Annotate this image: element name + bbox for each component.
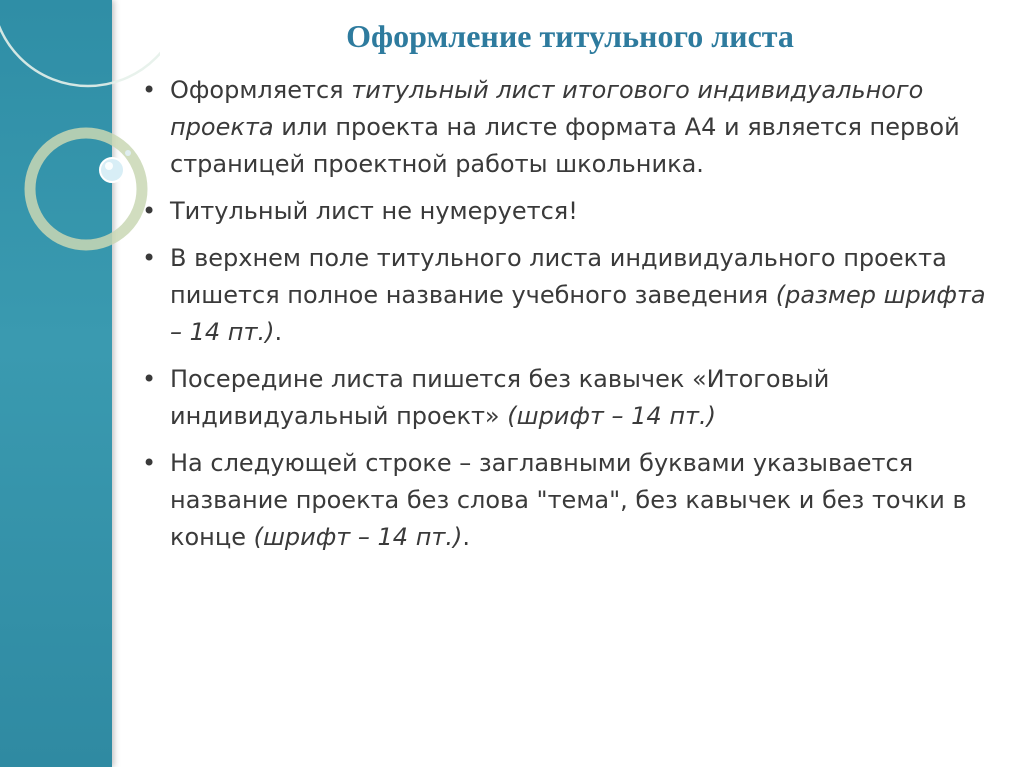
bullet-icon: • [142,365,157,393]
bullet-icon: • [142,244,157,272]
bullet-item [140,240,990,351]
bullet-text: Посередине листа пишется без кавычек «Итоговый индивидуальный проект» (шрифт – 14 пт.) [170,365,830,430]
bullet-text: Титульный лист не нумеруется! [170,197,578,225]
bullet-item [140,445,990,556]
bullet-text: Оформляется титульный лист итогового индивидуального проекта или проекта на листе формата А4 и является первой страницей проектной работы школьника. [170,76,960,178]
slide-title: Оформление титульного листа [346,18,794,54]
bullet-item [140,361,990,435]
bullet-icon: • [142,76,157,104]
bullet-item [140,72,990,183]
bullet-icon: • [142,449,157,477]
bullet-list [140,72,990,566]
bullet-text: В верхнем поле титульного листа индивидуального проекта пишется полное название учебного заведения (размер шрифта – 14 пт.). [170,244,986,346]
sidebar-decoration [0,0,112,767]
bullet-icon: • [142,197,157,225]
bullet-item [140,193,990,230]
bullet-text: На следующей строке – заглавными буквами указывается название проекта без слова "тема", без кавычек и без точки в конце (шрифт – 14 пт.). [170,449,967,551]
